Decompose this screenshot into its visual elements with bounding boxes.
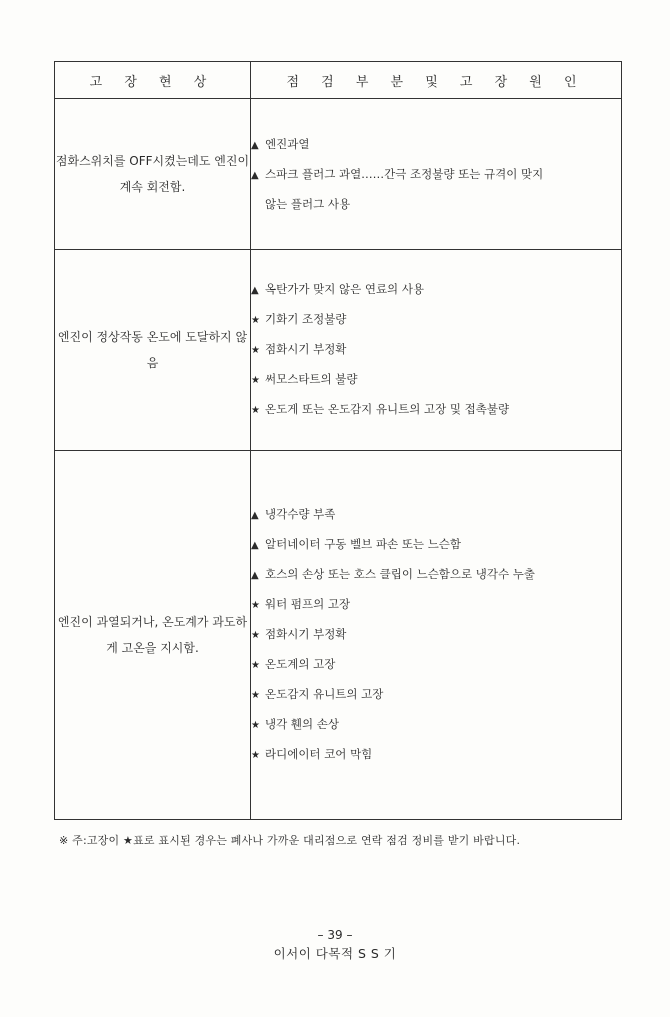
cause-text: 알터네이터 구동 벨브 파손 또는 느슨함 <box>265 537 462 551</box>
table-header-row <box>55 62 622 99</box>
cause-text: 호스의 손상 또는 호스 클립이 느슨함으로 냉각수 누출 <box>265 567 535 581</box>
cause-text: 옥탄가가 맞지 않은 연료의 사용 <box>265 282 425 296</box>
table-row <box>55 250 622 451</box>
cause-item <box>251 160 621 190</box>
header-symptom: 고 장 현 상 <box>55 62 251 99</box>
cause-text: 써모스타트의 불량 <box>265 372 358 386</box>
cause-text: 점화시기 부정확 <box>265 342 347 356</box>
mark-icon: ★ <box>251 600 260 611</box>
cause-text: 엔진과열 <box>265 137 310 151</box>
cause-item <box>251 365 621 395</box>
footer-title: 이서이 다목적 S S 기 <box>273 946 397 961</box>
cause-item <box>251 530 621 560</box>
cause-text: 온도감지 유니트의 고장 <box>265 687 384 701</box>
cause-item <box>251 710 621 740</box>
causes-cell <box>251 250 622 451</box>
cause-item <box>251 275 621 305</box>
symptom-cell: 엔진이 정상작동 온도에 도달하지 않음 <box>55 250 251 451</box>
mark-icon: ★ <box>251 315 260 326</box>
mark-icon: ★ <box>251 720 260 731</box>
cause-text: 온도게 또는 온도감지 유니트의 고장 및 접촉불량 <box>265 402 510 416</box>
mark-icon: ▲ <box>251 540 259 551</box>
cause-item <box>251 620 621 650</box>
mark-icon: ★ <box>251 345 260 356</box>
mark-icon: ★ <box>251 375 260 386</box>
cause-text: 냉각수량 부족 <box>265 507 336 521</box>
cause-item <box>251 740 621 770</box>
cause-item <box>251 190 621 218</box>
cause-item <box>251 590 621 620</box>
symptom-cell: 점화스위치를 OFF시켰는데도 엔진이 계속 회전함. <box>55 99 251 250</box>
symptom-cell: 엔진이 과열되거나, 온도계가 과도하게 고온을 지시함. <box>55 451 251 820</box>
mark-icon: ★ <box>251 630 260 641</box>
troubleshooting-table <box>54 61 622 820</box>
table-row <box>55 451 622 820</box>
cause-text: 않는 플러그 사용 <box>265 197 351 211</box>
cause-text: 스파크 플러그 과열……간극 조정불량 또는 규격이 맞지 <box>265 167 544 181</box>
cause-item <box>251 500 621 530</box>
cause-item <box>251 130 621 160</box>
mark-icon: ▲ <box>251 510 259 521</box>
page-number: – 39 – <box>317 928 353 942</box>
footnote: ※ 주:고장이 ★표로 표시된 경우는 폐사나 가까운 대리점으로 연락 점검 정비를 받기 바랍니다. <box>59 834 521 847</box>
mark-icon: ★ <box>251 690 260 701</box>
cause-text: 온도계의 고장 <box>265 657 336 671</box>
cause-item <box>251 680 621 710</box>
table-row <box>55 99 622 250</box>
mark-icon: ▲ <box>251 170 259 181</box>
cause-text: 워터 펌프의 고장 <box>265 597 351 611</box>
cause-item <box>251 335 621 365</box>
cause-text: 라디에이터 코어 막힘 <box>265 747 373 761</box>
mark-icon: ★ <box>251 660 260 671</box>
mark-icon: ★ <box>251 750 260 761</box>
causes-cell <box>251 451 622 820</box>
causes-cell <box>251 99 622 250</box>
cause-text: 냉각 휀의 손상 <box>265 717 339 731</box>
mark-icon: ▲ <box>251 285 259 296</box>
cause-text: 기화기 조정불량 <box>265 312 347 326</box>
mark-icon: ▲ <box>251 140 259 151</box>
mark-icon: ★ <box>251 405 260 416</box>
cause-item <box>251 650 621 680</box>
cause-item <box>251 560 621 590</box>
cause-item <box>251 305 621 335</box>
cause-item <box>251 395 621 425</box>
header-check-cause: 점 검 부 분 및 고 장 원 인 <box>251 62 622 99</box>
cause-text: 점화시기 부정확 <box>265 627 347 641</box>
mark-icon: ▲ <box>251 570 259 581</box>
